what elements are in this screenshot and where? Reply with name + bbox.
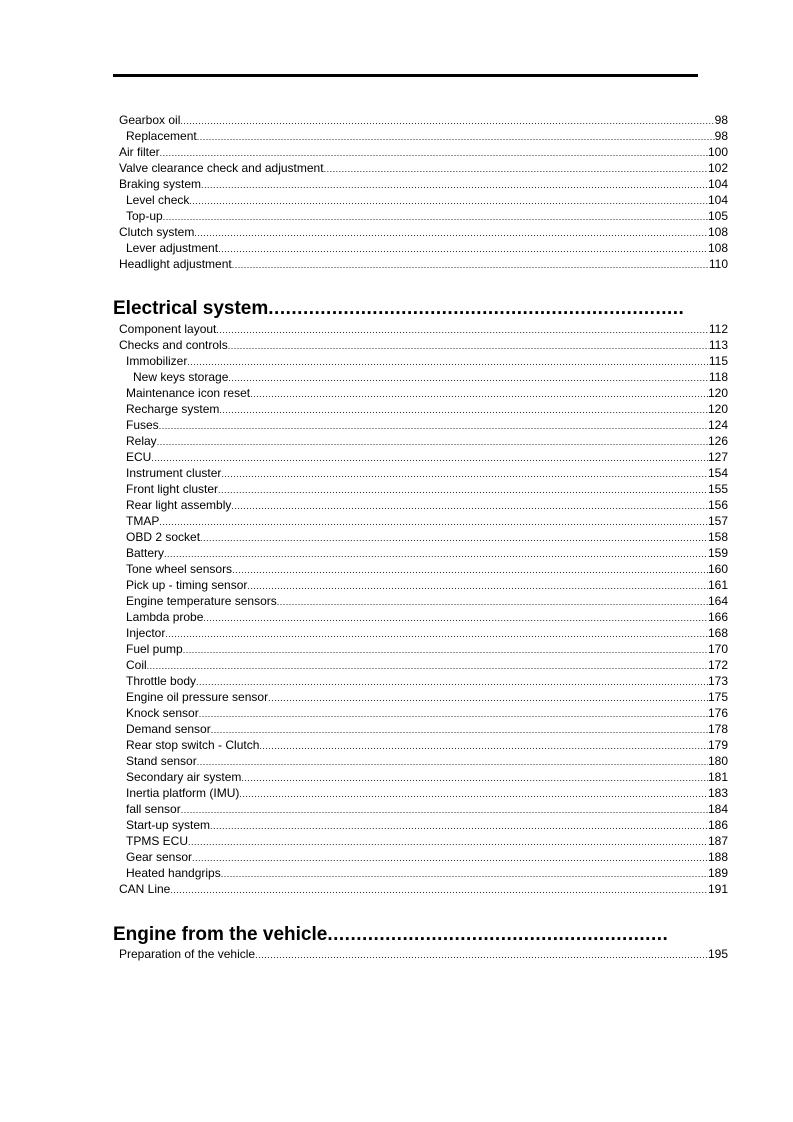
toc-entry-label: New keys storage: [133, 370, 229, 384]
toc-entry[interactable]: [119, 128, 728, 144]
toc-entry-label: Recharge system: [126, 402, 220, 416]
toc-entry[interactable]: [119, 256, 728, 272]
toc-entry[interactable]: [119, 689, 728, 705]
toc-dot-leader: [231, 498, 708, 513]
toc-entry-label: Gear sensor: [126, 850, 193, 864]
toc-entry-page-number: 112: [708, 322, 728, 336]
toc-dot-leader: [157, 434, 708, 449]
toc-dot-leader: [197, 754, 708, 769]
toc-entry[interactable]: [119, 545, 728, 561]
toc-entry-page-number: 187: [707, 834, 728, 848]
toc-entry-page-number: 183: [707, 786, 728, 800]
toc-entry-label: Rear light assembly: [126, 498, 232, 512]
toc-dot-leader: [241, 770, 708, 785]
toc-entry-page-number: 175: [707, 690, 728, 704]
toc-entry[interactable]: [119, 721, 728, 737]
toc-entry-label: Relay: [126, 434, 157, 448]
toc-entry-label: Fuel pump: [126, 642, 183, 656]
toc-dot-leader: [165, 626, 708, 641]
toc-entry-page-number: 191: [707, 882, 728, 896]
toc-entry-page-number: 105: [707, 209, 728, 223]
toc-entry-label: Checks and controls: [119, 338, 228, 352]
toc-entry[interactable]: [119, 561, 728, 577]
toc-entry-label: Heated handgrips: [126, 866, 221, 880]
toc-entry[interactable]: [119, 785, 728, 801]
toc-entry-label: TMAP: [126, 514, 160, 528]
toc-entry-page-number: 154: [707, 466, 728, 480]
toc-entry-page-number: 172: [707, 658, 728, 672]
toc-dot-leader: [211, 722, 708, 737]
toc-entry-label: fall sensor: [126, 802, 181, 816]
engine-heading-leader: ...........................................................: [327, 924, 669, 945]
toc-dot-leader: [268, 690, 708, 705]
toc-entry[interactable]: [119, 385, 728, 401]
toc-entry-page-number: 98: [714, 129, 728, 143]
toc-dot-leader: [147, 658, 708, 673]
toc-dot-leader: [228, 370, 708, 385]
toc-entry-label: Fuses: [126, 418, 159, 432]
toc-dot-leader: [159, 514, 708, 529]
toc-entry[interactable]: [119, 609, 728, 625]
toc-entry-page-number: 184: [707, 802, 728, 816]
electrical-system-heading[interactable]: [113, 297, 684, 321]
toc-dot-leader: [199, 706, 708, 721]
toc-entry-label: Throttle body: [126, 674, 197, 688]
toc-dot-leader: [219, 402, 708, 417]
toc-entry[interactable]: [119, 625, 728, 641]
toc-dot-leader: [197, 129, 715, 144]
toc-entry[interactable]: [119, 224, 728, 240]
toc-dot-leader: [203, 610, 708, 625]
toc-dot-leader: [210, 818, 708, 833]
toc-dot-leader: [188, 834, 708, 849]
engine-from-vehicle-heading[interactable]: [113, 923, 668, 947]
toc-entry-page-number: 102: [707, 161, 728, 175]
toc-entry-page-number: 160: [707, 562, 728, 576]
toc-entry-label: ECU: [126, 450, 152, 464]
toc-entry-label: Replacement: [126, 129, 197, 143]
toc-dot-leader: [239, 786, 708, 801]
toc-entry-page-number: 98: [714, 113, 728, 127]
toc-dot-leader: [189, 193, 708, 208]
toc-entry[interactable]: [119, 705, 728, 721]
toc-entry-label: Braking system: [119, 177, 202, 191]
toc-entry-label: Air filter: [119, 145, 160, 159]
toc-entry[interactable]: [119, 577, 728, 593]
toc-entry[interactable]: [119, 849, 728, 865]
electrical-heading-text: Electrical system: [113, 298, 269, 319]
toc-entry-label: Inertia platform (IMU): [126, 786, 240, 800]
toc-entry-page-number: 181: [707, 770, 728, 784]
toc-entry[interactable]: [119, 369, 728, 385]
toc-entry[interactable]: [119, 417, 728, 433]
toc-entry[interactable]: [119, 176, 728, 192]
toc-entry-page-number: 180: [707, 754, 728, 768]
toc-entry-page-number: 188: [707, 850, 728, 864]
toc-entry-label: Battery: [126, 546, 165, 560]
toc-entry-page-number: 115: [708, 354, 728, 368]
toc-entry[interactable]: [119, 513, 728, 529]
toc-entry-page-number: 124: [707, 418, 728, 432]
toc-entry[interactable]: [119, 465, 728, 481]
toc-entry-label: Lever adjustment: [126, 241, 219, 255]
toc-entry[interactable]: [119, 401, 728, 417]
toc-entry[interactable]: [119, 449, 728, 465]
toc-entry[interactable]: [119, 833, 728, 849]
toc-entry-label: Rear stop switch - Clutch: [126, 738, 260, 752]
toc-dot-leader: [160, 145, 708, 160]
toc-dot-leader: [159, 418, 708, 433]
toc-dot-leader: [259, 738, 708, 753]
toc-entry-label: Maintenance icon reset: [126, 386, 251, 400]
toc-dot-leader: [218, 482, 708, 497]
toc-entry[interactable]: [119, 673, 728, 689]
toc-entry[interactable]: [119, 112, 728, 128]
toc-dot-leader: [196, 674, 708, 689]
toc-entry-page-number: 186: [707, 818, 728, 832]
toc-entry[interactable]: [119, 769, 728, 785]
top-rule: [113, 74, 698, 77]
toc-dot-leader: [180, 113, 714, 128]
toc-entry-label: Valve clearance check and adjustment: [119, 161, 324, 175]
toc-dot-leader: [221, 466, 708, 481]
toc-entry-page-number: 173: [707, 674, 728, 688]
toc-entry-label: Instrument cluster: [126, 466, 222, 480]
toc-entry-page-number: 168: [707, 626, 728, 640]
toc-entry[interactable]: [119, 337, 728, 353]
toc-dot-leader: [216, 322, 708, 337]
toc-entry[interactable]: [119, 753, 728, 769]
toc-entry-label: Preparation of the vehicle: [119, 947, 256, 961]
toc-dot-leader: [277, 594, 708, 609]
toc-entry-page-number: 159: [707, 546, 728, 560]
toc-dot-leader: [181, 802, 708, 817]
toc-entry-label: Secondary air system: [126, 770, 242, 784]
toc-entry-label: Knock sensor: [126, 706, 199, 720]
toc-entry[interactable]: [119, 737, 728, 753]
toc-entry-label: Injector: [126, 626, 166, 640]
toc-entry-page-number: 104: [707, 193, 728, 207]
toc-entry-page-number: 166: [707, 610, 728, 624]
toc-entry-label: Gearbox oil: [119, 113, 181, 127]
toc-dot-leader: [221, 866, 708, 881]
toc-entry[interactable]: [119, 240, 728, 256]
toc-entry[interactable]: [119, 321, 728, 337]
toc-dot-leader: [228, 338, 709, 353]
toc-entry[interactable]: [119, 160, 728, 176]
toc-entry-label: TPMS ECU: [126, 834, 189, 848]
toc-entry-page-number: 178: [707, 722, 728, 736]
toc-entry[interactable]: [119, 481, 728, 497]
toc-entry[interactable]: [119, 593, 728, 609]
toc-entry-label: Tone wheel sensors: [126, 562, 233, 576]
toc-entry-page-number: 120: [707, 386, 728, 400]
toc-entry-label: CAN Line: [119, 882, 171, 896]
toc-entry[interactable]: [119, 353, 728, 369]
toc-dot-leader: [232, 257, 709, 272]
toc-entry[interactable]: [119, 865, 728, 881]
toc-entry-page-number: 110: [708, 257, 728, 271]
toc-entry-page-number: 155: [707, 482, 728, 496]
toc-entry-label: OBD 2 socket: [126, 530, 201, 544]
toc-entry[interactable]: [119, 817, 728, 833]
toc-entry-label: Demand sensor: [126, 722, 211, 736]
toc-dot-leader: [324, 161, 708, 176]
engine-heading-text: Engine from the vehicle: [113, 924, 328, 945]
toc-entry-page-number: 127: [707, 450, 728, 464]
toc-entry-label: Headlight adjustment: [119, 257, 232, 271]
toc-dot-leader: [187, 354, 709, 369]
toc-entry-page-number: 179: [707, 738, 728, 752]
toc-entry[interactable]: [119, 946, 728, 962]
toc-entry-label: Front light cluster: [126, 482, 219, 496]
toc-entry-page-number: 164: [707, 594, 728, 608]
toc-entry-label: Start-up system: [126, 818, 211, 832]
toc-dot-leader: [255, 947, 708, 962]
toc-entry[interactable]: [119, 881, 728, 897]
toc-dot-leader: [194, 225, 708, 240]
toc-dot-leader: [200, 530, 708, 545]
toc-entry-page-number: 118: [708, 370, 728, 384]
toc-entry-page-number: 170: [707, 642, 728, 656]
toc-entry[interactable]: [119, 144, 728, 160]
electrical-toc-block: [119, 321, 728, 897]
toc-entry-page-number: 189: [707, 866, 728, 880]
toc-entry-page-number: 120: [707, 402, 728, 416]
toc-entry-page-number: 195: [707, 947, 728, 961]
toc-entry[interactable]: [119, 208, 728, 224]
toc-entry-page-number: 100: [707, 145, 728, 159]
toc-entry-page-number: 108: [707, 225, 728, 239]
toc-entry-label: Engine temperature sensors: [126, 594, 277, 608]
toc-dot-leader: [232, 562, 708, 577]
toc-entry-page-number: 126: [707, 434, 728, 448]
toc-dot-leader: [218, 241, 708, 256]
toc-entry-label: Top-up: [126, 209, 163, 223]
toc-dot-leader: [163, 209, 708, 224]
toc-entry-label: Level check: [126, 193, 190, 207]
toc-dot-leader: [247, 578, 708, 593]
electrical-heading-leader: ........................................................................: [268, 298, 685, 319]
toc-entry[interactable]: [119, 497, 728, 513]
toc-entry-label: Immobilizer: [126, 354, 188, 368]
toc-entry[interactable]: [119, 641, 728, 657]
toc-entry[interactable]: [119, 657, 728, 673]
toc-entry-label: Coil: [126, 658, 147, 672]
toc-dot-leader: [250, 386, 708, 401]
toc-entry-label: Component layout: [119, 322, 217, 336]
toc-entry[interactable]: [119, 801, 728, 817]
toc-dot-leader: [151, 450, 708, 465]
toc-dot-leader: [164, 546, 708, 561]
toc-dot-leader: [201, 177, 708, 192]
toc-entry-label: Clutch system: [119, 225, 195, 239]
toc-entry-page-number: 108: [707, 241, 728, 255]
toc-dot-leader: [183, 642, 708, 657]
toc-entry-page-number: 158: [707, 530, 728, 544]
toc-dot-leader: [170, 882, 708, 897]
toc-entry-page-number: 113: [708, 338, 728, 352]
toc-entry[interactable]: [119, 192, 728, 208]
toc-entry[interactable]: [119, 433, 728, 449]
toc-entry-page-number: 176: [707, 706, 728, 720]
toc-entry-page-number: 161: [707, 578, 728, 592]
toc-entry-label: Lambda probe: [126, 610, 204, 624]
toc-entry-label: Engine oil pressure sensor: [126, 690, 269, 704]
toc-entry-label: Stand sensor: [126, 754, 197, 768]
toc-entry-page-number: 157: [707, 514, 728, 528]
engine-toc-block: [119, 946, 728, 962]
toc-entry-page-number: 104: [707, 177, 728, 191]
toc-entry-page-number: 156: [707, 498, 728, 512]
toc-entry[interactable]: [119, 529, 728, 545]
maintenance-toc-block: [119, 112, 728, 272]
toc-entry-label: Pick up - timing sensor: [126, 578, 248, 592]
toc-dot-leader: [192, 850, 708, 865]
